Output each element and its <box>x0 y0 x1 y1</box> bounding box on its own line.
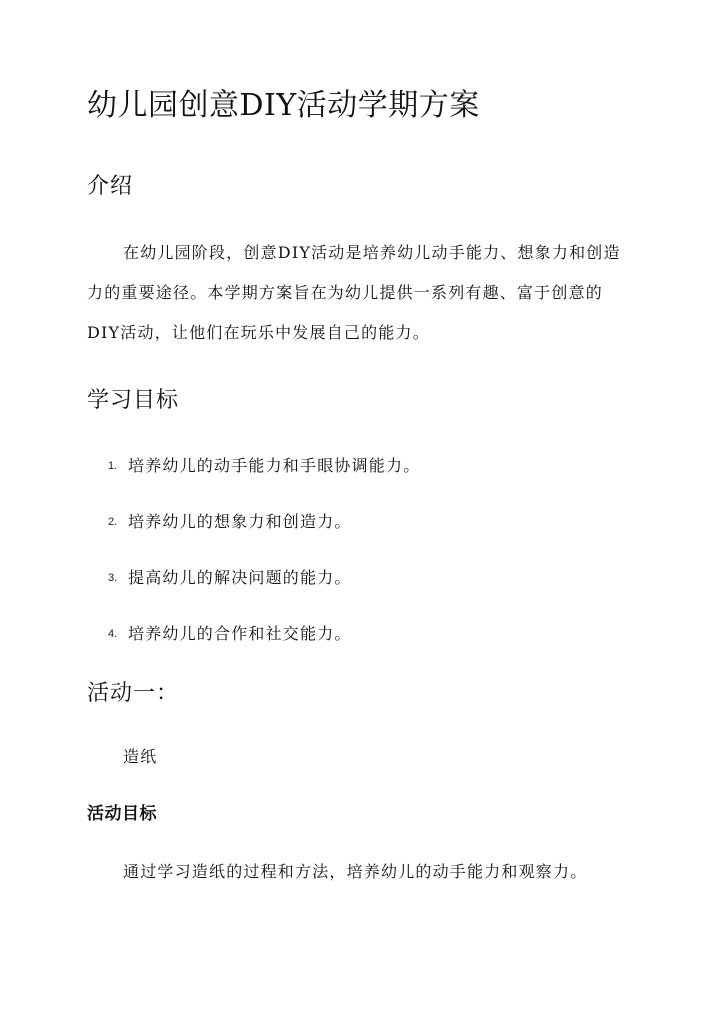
activity-one-heading: 活动一： <box>87 681 180 706</box>
activity-goal-text: 通过学习造纸的过程和方法，培养幼儿的动手能力和观察力。 <box>123 862 588 881</box>
goals-heading: 学习目标 <box>87 388 180 413</box>
list-item-text: 培养幼儿的合作和社交能力。 <box>128 624 352 643</box>
document-title: 幼儿园创意DIY活动学期方案 <box>87 88 480 123</box>
activity-one-name: 造纸 <box>123 747 158 766</box>
list-item-number: 1. <box>108 460 118 472</box>
list-item <box>108 452 420 508</box>
list-item-text: 提高幼儿的解决问题的能力。 <box>128 568 352 587</box>
list-item-number: 4. <box>108 628 118 640</box>
activity-goal-heading: 活动目标 <box>87 804 157 824</box>
intro-heading: 介绍 <box>87 174 134 199</box>
list-item-text: 培养幼儿的想象力和创造力。 <box>128 512 352 531</box>
intro-paragraph: 在幼儿园阶段，创意DIY活动是培养幼儿动手能力、想象力和创造力的重要途径。本学期方案旨在为幼儿提供一系列有趣、富于创意的DIY活动，让他们在玩乐中发展自己的能力。 <box>87 243 621 342</box>
list-item-text: 培养幼儿的动手能力和手眼协调能力。 <box>128 456 421 475</box>
goals-list <box>108 452 420 676</box>
list-item <box>108 564 420 620</box>
list-item-number: 3. <box>108 572 118 584</box>
list-item <box>108 508 420 564</box>
list-item <box>108 620 420 676</box>
list-item-number: 2. <box>108 516 118 528</box>
